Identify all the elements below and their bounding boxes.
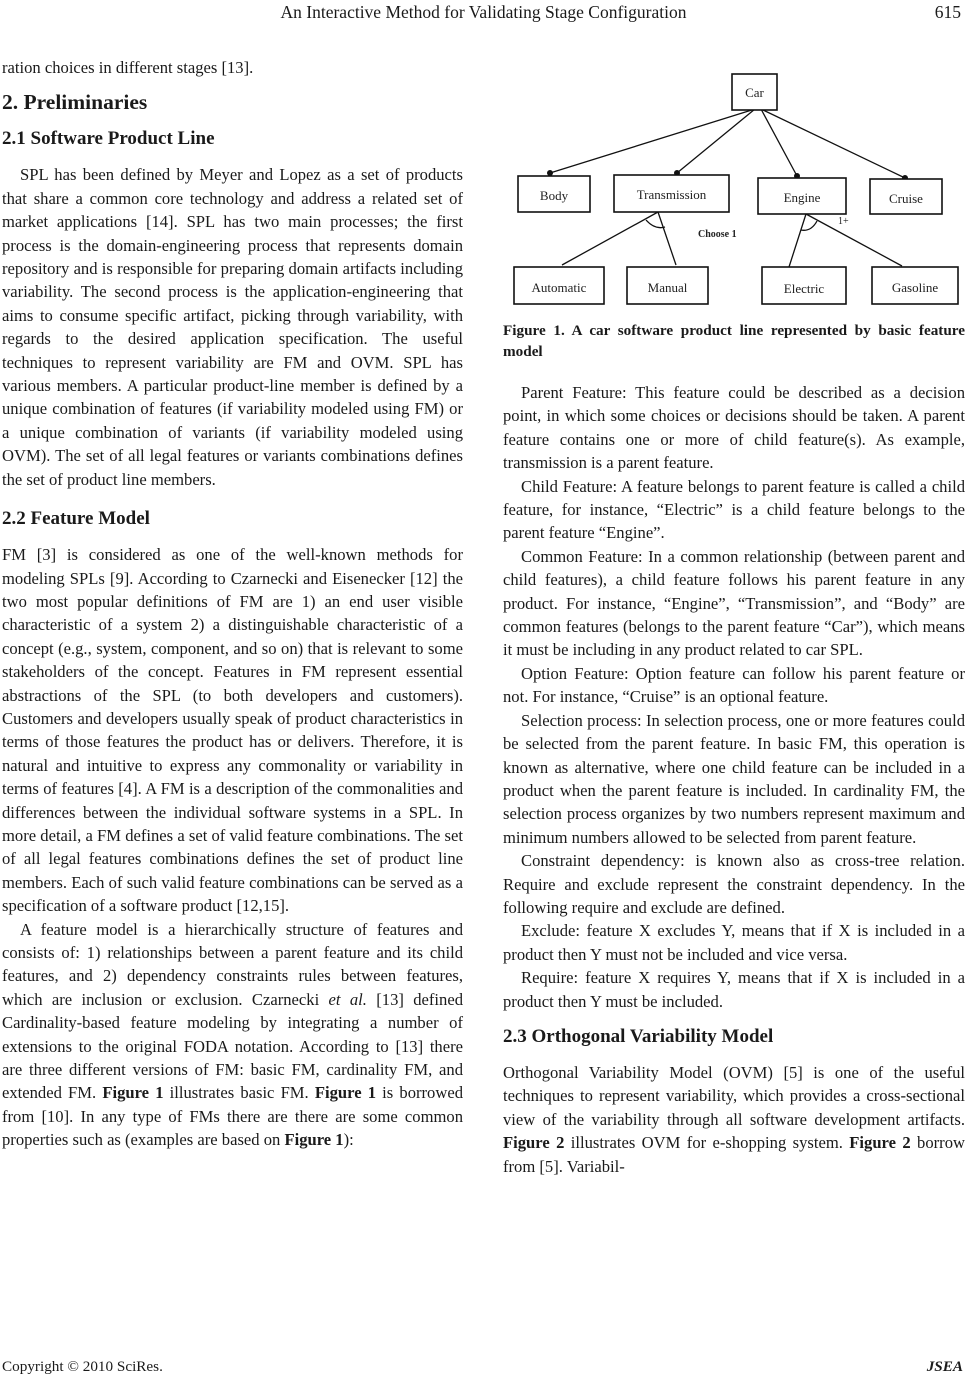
cardinality-label: 1+ <box>838 216 849 227</box>
paragraph-fm-1: FM [3] is considered as one of the well-known methods for modeling SPLs [9]. According to Czarnecki and Eisenecker [12] the two most popular definitions of FM are 1) an end user visible characteristic of a system 2) a distinguishable characteristic of a concept (e.g., system, component, and so on) that is relevant to some stakeholders of the concept. Features in FM represent essential abstractions of the SPL (to both developers and customers). Customers and developers usually speak of product characteristics in terms of those features the product has or delivers. Therefore, it is natural and intuitive to express any commonality or variability in terms of features [4]. A FM is a description of the commonalities and differences between the individual software systems in a SPL. In more detail, a FM defines a set of valid feature combinations. The set of all legal features combinations defines the set of product line members. Each of such valid feature combinations can be served as a specification of a software product [12,15]. <box>2 545 463 916</box>
subsection-title-2-1: 2.1 Software Product Line <box>2 128 215 150</box>
et-al: et al. <box>328 989 367 1009</box>
paragraph-ovm: Orthogonal Variability Model (OVM) [5] is one of the useful techniques to represent variability, which provides a cross-sectional view of the variability through all software development artifacts. Figure 2 illustrates OVM for e-shopping system. Figure 2 borrow from [5]. Variabil- <box>503 1062 965 1176</box>
paragraph-child-feature: Child Feature: A feature belongs to parent feature is called a child feature, for instance, “Electric” is a child feature belongs to the parent feature “Engine”. <box>503 476 965 543</box>
paragraph-parent-feature: Parent Feature: This feature could be described as a decision point, in which some choices or decisions should be taken. A parent feature contains one or more of child feature(s). As example, transmission is a parent feature. <box>503 383 965 473</box>
svg-text:Electric: Electric <box>783 281 825 296</box>
feature-model-tree <box>503 64 965 314</box>
figure-2-reference: Figure 2 <box>849 1133 911 1153</box>
figure-1-caption: Figure 1. A car software product line represented by basic feature model <box>503 322 965 360</box>
figure-2-reference: Figure 2 <box>503 1133 565 1153</box>
page-number: 615 <box>934 2 961 22</box>
right-column <box>503 56 965 1178</box>
svg-text:Car: Car <box>745 85 764 100</box>
svg-text:Automatic: Automatic <box>531 280 587 295</box>
journal-name: JSEA <box>926 1358 963 1375</box>
continued-text: ration choices in different stages [13]. <box>2 58 254 77</box>
svg-text:Gasoline: Gasoline <box>891 280 939 295</box>
figure-1-reference: Figure 1 <box>314 1083 377 1103</box>
paragraph-fm-2: A feature model is a hierarchically structure of features and consists of: 1) relationships between a parent feature and its child features, and 2) dependency constraints rules between features, which are inclusion or exclusion. Czarnecki et al. [13] defined Cardinality-based feature modeling by integrating a number of extensions to the original FODA notation. According to [13] there are three different versions of FM: basic FM, cardinality FM, and extended FM. Figure 1 illustrates basic FM. Figure 1 is borrowed from [10]. In any type of FMs there are there are some common properties such as (examples are based on Figure 1): <box>2 919 463 1150</box>
choose-one-label: Choose 1 <box>698 229 737 240</box>
figure-1-reference: Figure 1 <box>284 1130 344 1150</box>
figure-1-feature-model-diagram <box>503 64 965 314</box>
section-title: 2. Preliminaries <box>2 90 148 115</box>
svg-text:Engine: Engine <box>783 190 821 205</box>
running-title: An Interactive Method for Validating Stage Configuration <box>280 2 687 22</box>
figure-1-reference: Figure 1 <box>102 1083 164 1103</box>
paragraph-constraint-dependency: Constraint dependency: is known also as cross-tree relation. Require and exclude represent the constraint dependency. In the following require and exclude are defined. <box>503 851 965 917</box>
running-head <box>0 2 967 26</box>
paragraph-spl: SPL has been defined by Meyer and Lopez as a set of products that share a common core technology and address a related set of market applications [14]. SPL has two main processes; the first process is the domain-engineering process that represents domain repository and is responsible for preparing domain artifacts including variability. The second process is the application-engineering that aims to consume specific artifact, picking through variability, with regards to the desired application specification. The useful techniques to represent variability are FM and OVM. SPL has various members. A particular product-line member is defined by a unique combination of features (if variability modeled using FM) or a unique combination of variants (if variability modeled using OVM). The set of all legal features or variants combinations defines the set of product line members. <box>2 165 463 489</box>
left-column <box>2 56 463 1152</box>
svg-text:Transmission: Transmission <box>636 187 707 202</box>
paragraph-option-feature: Option Feature: Option feature can follow his parent feature or not. For instance, “Cruise” is an optional feature. <box>503 663 965 707</box>
svg-text:Manual: Manual <box>647 280 688 295</box>
paragraph-selection-process: Selection process: In selection process, one or more features could be selected from the parent feature. In basic FM, this operation is known as alternative, where one child feature can be included in a product when the parent feature is included. In cardinality FM, the selection process organizes by two numbers represent maximum and minimum numbers allowed to be selected from parent feature. <box>503 710 965 847</box>
svg-text:Body: Body <box>539 188 569 203</box>
paragraph-exclude: Exclude: feature X excludes Y, means that if X is included in a product then Y must not be included and vice versa. <box>503 921 965 964</box>
subsection-title-2-3: 2.3 Orthogonal Variability Model <box>503 1025 774 1047</box>
paragraph-require: Require: feature X requires Y, means that if X is included in a product then Y must be included. <box>503 968 965 1011</box>
paragraph-common-feature: Common Feature: In a common relationship (between parent and child features), a child feature follows his parent feature in any product. For instance, “Engine”, “Transmission”, and “Body” are common features (belongs to the parent feature “Car”), which means it must be including in any product related to car SPL. <box>503 546 965 660</box>
subsection-title-2-2: 2.2 Feature Model <box>2 508 150 530</box>
copyright-notice: Copyright © 2010 SciRes. <box>2 1358 163 1375</box>
svg-text:Cruise: Cruise <box>889 191 923 206</box>
